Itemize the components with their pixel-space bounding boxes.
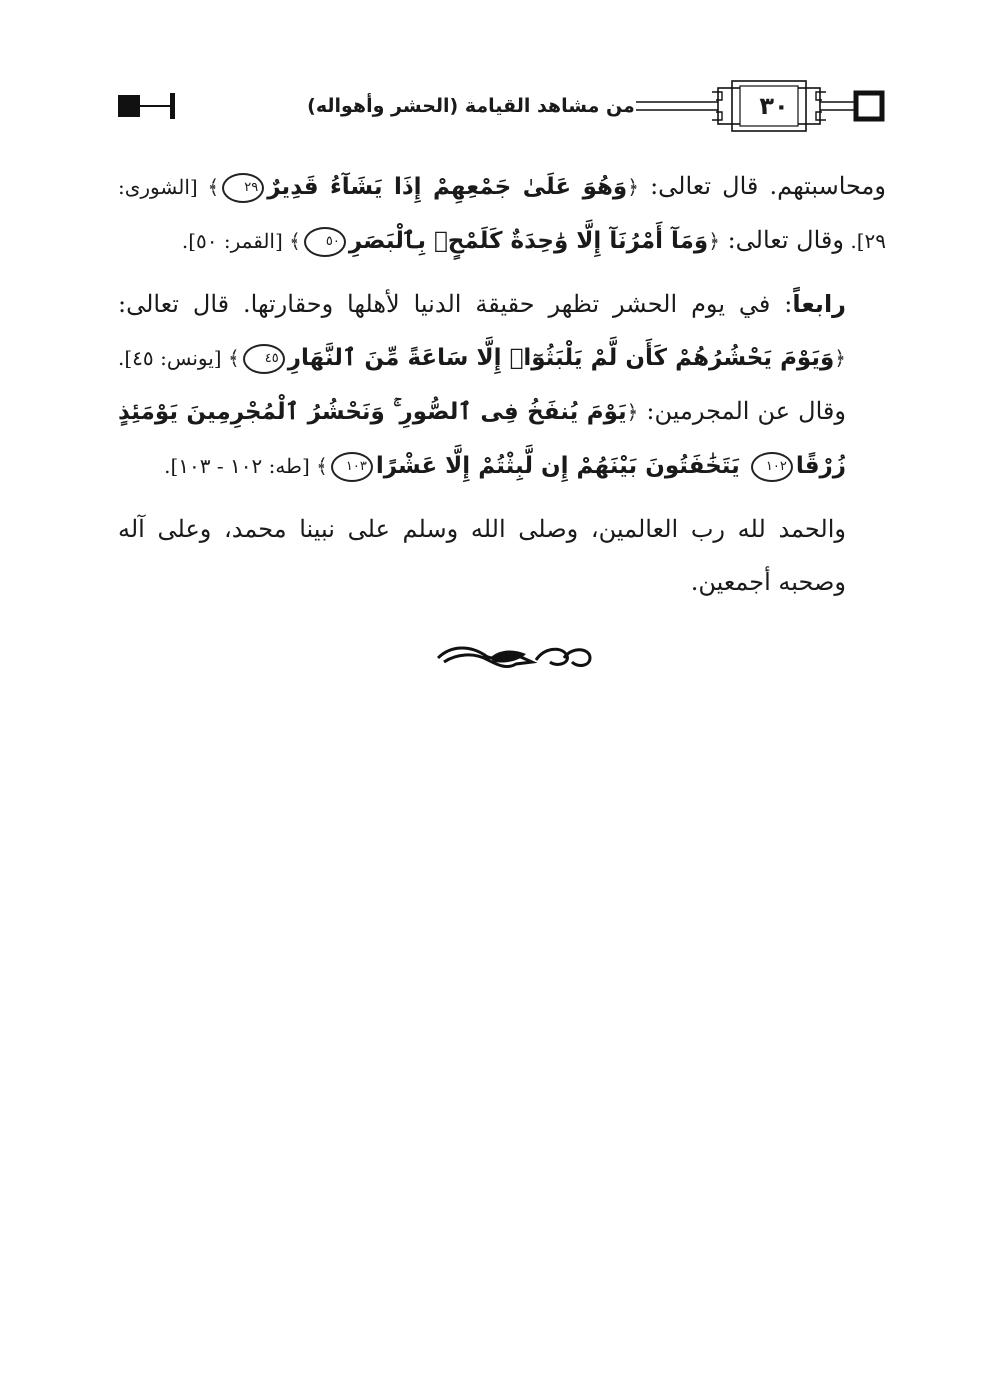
paragraph [118, 160, 886, 268]
quote-bracket-ornament: ﴾ [289, 229, 301, 253]
quote-bracket-ornament: ﴿ [708, 229, 720, 253]
section-lead-word: رابعاً [792, 290, 846, 318]
body-text: والحمد لله رب العالمين، وصلى الله وسلم على نبينا محمد، وعلى آله وصحبه أجمعين. [118, 515, 846, 596]
quote-bracket-ornament: ﴾ [228, 346, 240, 370]
ayah-number-marker: ٥٠ [304, 227, 346, 257]
quote-bracket-ornament: ﴿ [627, 175, 639, 199]
ayah-number-marker: ٤٥ [243, 344, 285, 374]
verse-reference: [القمر: ٥٠]. [181, 229, 290, 253]
page-header [114, 78, 890, 134]
quote-bracket-ornament: ﴿ [834, 346, 846, 370]
running-title: من مشاهد القيامة (الحشر وأهواله) [306, 90, 636, 122]
end-ornament-icon [432, 640, 596, 676]
body-text: : في يوم الحشر تظهر حقيقة الدنيا لأهلها وحقارتها. قال تعالى: [118, 290, 793, 318]
ayah-number-marker: ٢٩ [222, 173, 264, 203]
quran-verse: وَمَآ أَمْرُنَآ إِلَّا وَٰحِدَةٌ كَلَمْحٍۭ بِٱلْبَصَرِ [348, 228, 709, 254]
page-number: ٣٠ [759, 92, 789, 120]
quran-verse: يَتَخَٰفَتُونَ بَيْنَهُمْ إِن لَّبِثْتُمْ إِلَّا عَشْرًا [375, 453, 748, 479]
quran-verse: يَوْمَ يُنفَخُ فِى ٱلصُّورِ ۚ وَنَحْشُرُ ٱلْمُجْرِمِينَ يَوْمَئِذٍ زُرْقًا [118, 399, 846, 479]
ayah-number-marker: ١٠٣ [331, 452, 373, 482]
body-text: وقال تعالى: [719, 226, 844, 254]
quote-bracket-ornament: ﴿ [626, 400, 639, 424]
ayah-number-marker: ١٠٢ [751, 452, 793, 482]
verse-reference: [طه: ١٠٢ - ١٠٣]. [164, 454, 317, 478]
page-body [118, 160, 886, 619]
body-text: وقال عن المجرمين: [638, 397, 846, 425]
paragraph [118, 503, 886, 609]
paragraph [118, 278, 886, 493]
body-text: ومحاسبتهم. قال تعالى: [638, 172, 886, 200]
verse-reference: [الشورى: ٢٩]. [118, 175, 886, 253]
quote-bracket-ornament: ﴾ [316, 454, 328, 478]
quran-verse: وَيَوْمَ يَحْشُرُهُمْ كَأَن لَّمْ يَلْبَثُوٓا۟ إِلَّا سَاعَةً مِّنَ ٱلنَّهَارِ [287, 345, 835, 371]
quran-verse: وَهُوَ عَلَىٰ جَمْعِهِمْ إِذَا يَشَآءُ قَدِيرٌ [267, 174, 628, 200]
verse-reference: [يونس: ٤٥]. [118, 346, 229, 370]
quote-bracket-ornament: ﴾ [207, 175, 220, 199]
